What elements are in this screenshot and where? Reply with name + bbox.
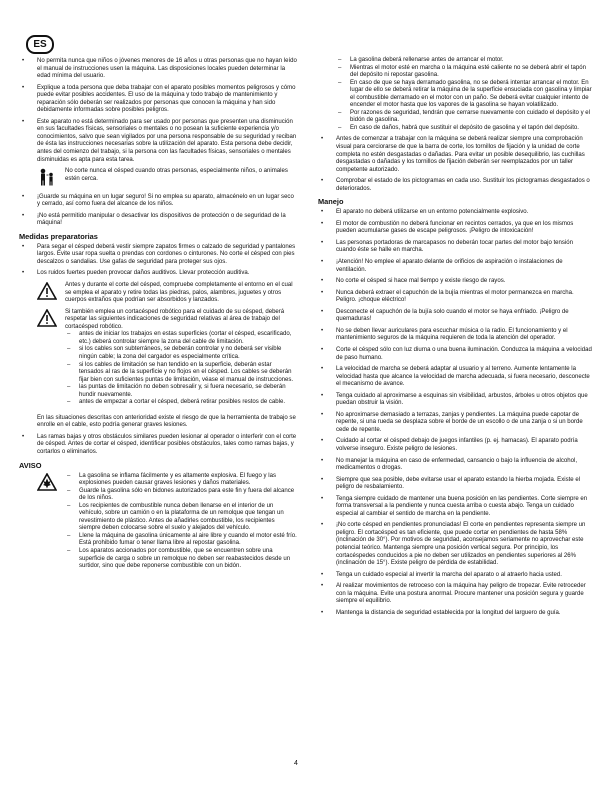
- bullet-low-branches: • Las ramas bajas y otros obstáculos similares pueden lesionar al operador o interferir con el corte de césped. Antes de cortar el césped, identificar posibles obstáculos, tales como ramas bajas, y cortarlos o eliminarlos.: [19, 434, 297, 457]
- heading-preparatory: Medidas preparatorias: [19, 231, 98, 241]
- bullet-explain-dangers: • Explique a toda persona que deba trabajar con el aparato posibles momentos peligrosos y cómo puede evitar posibles accidentes. El uso de la máquina y todo trabajo de mantenimiento y reparación sólo deberán ser realizados por personas que conocen la máquina y han sido debidamente informadas sobre posibles peligros.: [19, 85, 297, 115]
- aviso-dash-list: [65, 473, 297, 571]
- check-area-row: [37, 282, 297, 305]
- check-area-text: Antes y durante el corte del césped, compruebe completamente el entorno en el cual se emplea el aparato y retire todas las piedras, palos, alambres, juguetes y otros cuerpos extraños que podrían ser absorbidos y lanzados.: [65, 282, 293, 304]
- dash-item: – En caso de daños, habrá que sustituir el depósito de gasolina y el tapón del depósito.: [336, 125, 594, 133]
- right-column: [318, 57, 594, 621]
- fuel-warning-row: [37, 473, 297, 575]
- dash-item: – las puntas de limitación no deben sobresalir y, si fuera necesario, se deberán hundir nuevamente.: [65, 384, 297, 399]
- list-item: • La velocidad de marcha se deberá adaptar al usuario y al terreno. Aumente lentamente la velocidad hasta que alcance la velocidad de marcha adecuada, si fuera necesario, desconecte el mecanismo de avance.: [318, 366, 594, 389]
- list-item: • No corte el césped si hace mal tiempo y existe riesgo de rayos.: [318, 278, 594, 286]
- dash-item: – Llene la máquina de gasolina únicamente al aire libre y cuando el motor esté frío. Está prohibido fumar o tener llama libre al repostar gasolina.: [65, 533, 297, 548]
- bullet-reduced-capacity: • Este aparato no está determinado para ser usado por personas que presenten una disminución en sus facultades físicas, sensoriales o mentales o no posean la suficiente experiencia y/o conocimientos, salvo que sean vigilados por una persona responsable de su seguridad y reciban de ésta las instrucciones necesarias sobre la utilización del aparato. Esta persona debe decidir, antes del comienzo del trabajo, si la persona con las facultades físicas, sensoriales o mentales disminuidas es apta para esta tarea.: [19, 119, 297, 164]
- heading-manejo: Manejo: [318, 197, 344, 207]
- list-item: • Tenga un cuidado especial al invertir la marcha del aparato o al atraerlo hacia usted.: [318, 572, 594, 580]
- robot-note: En las situaciones descritas con anterioridad existe el riesgo de que la herramienta de trabajo se enrolle en el cable, esto podría generar graves lesiones.: [37, 414, 296, 429]
- dash-item: – Los recipientes de combustible nunca deben llenarse en el interior de un vehículo, sobre un camión o en la plataforma de un remolque que tengan un revestimiento de plástico. Antes de añadirles combustible, los recipientes siempre deben colocarse sobre el suelo y alejados del vehículo.: [65, 503, 297, 533]
- bullet-hearing: • Los ruidos fuertes pueden provocar daños auditivos. Llevar protección auditiva.: [19, 270, 297, 278]
- fire-explosion-icon: [37, 473, 59, 495]
- dash-item: – Los aparatos accionados por combustible, que se encuentren sobre una superficie de carga o sobre un remolque no deben ser reabastecidos desde un surtidor, sino que debe reponerse combustible con un bidón.: [65, 548, 297, 571]
- fuel-dash-list: [318, 57, 594, 132]
- dash-item: – La gasolina deberá rellenarse antes de arrancar el motor.: [336, 57, 594, 65]
- warning-triangle-icon: [37, 309, 59, 331]
- heading-aviso: AVISO: [19, 460, 42, 470]
- list-item: • Siempre que sea posible, debe evitarse usar el aparato estando la hierba mojada. Existe el peligro de resbalamiento.: [318, 477, 594, 492]
- people-warning-text: No corte nunca el césped cuando otras personas, especialmente niños, o animales estén cerca.: [65, 168, 288, 182]
- warning-triangle-icon: [37, 282, 59, 304]
- dash-item: – Guarde la gasolina sólo en bidones autorizados para este fin y fuera del alcance de los niños.: [65, 488, 297, 503]
- list-item: • Cuidado al cortar el césped debajo de juegos infantiles (p. ej. hamacas). El aparato podría volverse inseguro. Existe peligro de lesiones.: [318, 438, 594, 453]
- dash-item: – Por razones de seguridad, tendrán que cerrarse nuevamente con cuidado el depósito y el bidón de gasolina.: [336, 110, 594, 125]
- dash-item: – En caso de que se haya derramado gasolina, no se deberá intentar arrancar el motor. En lugar de ello se deberá retirar la máquina de la superficie ensuciada con gasolina y limpiar el combustible derramado en el motor con un paño. Se deberá evitar cualquier intento de encender el motor hasta que los vapores de la gasolina se hayan volatilizado.: [336, 80, 594, 110]
- bullet-min-age: • No permita nunca que niños o jóvenes menores de 16 años u otras personas que no hayan leído el manual de instrucciones usen la máquina. Las disposiciones locales pueden determinar la edad mínima del usuario.: [19, 58, 297, 81]
- bullet-no-tampering: • ¡No está permitido manipular o desactivar los dispositivos de protección o de seguridad de la máquina!: [19, 213, 297, 228]
- left-column: [19, 58, 297, 579]
- list-item: • ¡Atención! No emplee el aparato delante de orificios de aspiración o instalaciones de ventilación.: [318, 259, 594, 274]
- dash-item: – antes de iniciar los trabajos en estas superficies (cortar el césped, escarificado, etc.) deberá controlar siempre la zona del cable de limitación.: [65, 331, 297, 346]
- warning-people-row: [37, 168, 297, 190]
- list-item: • No aproximarse demasiado a terrazas, zanjas y pendientes. La máquina puede capotar de repente, si una rueda se desplaza sobre el borde de un escollo o de una zanja o si un borde cede de repente.: [318, 412, 594, 435]
- list-item: • Mantenga la distancia de seguridad establecida por la longitud del larguero de guía.: [318, 610, 594, 618]
- robot-mower-row: [37, 309, 297, 411]
- robot-mower-text: Si también emplea un cortacésped robótico para el cuidado de su césped, deberá respetar las siguientes indicaciones de seguridad relativas al área de trabajo del cortacésped robótico.: [65, 308, 285, 330]
- list-item: • Nunca deberá extraer el capuchón de la bujía mientras el motor permanezca en marcha. Peligro. ¡choque eléctrico!: [318, 290, 594, 305]
- list-item: • Tenga siempre cuidado de mantener una buena posición en las pendientes. Corte siempre en forma transversal a la pendiente y nunca cuesta arriba o cuesta abajo. Tenga un cuidado especial al cambiar el sentido de marcha en la pendiente.: [318, 496, 594, 519]
- bullet-visual-check: • Antes de comenzar a trabajar con la máquina se deberá realizar siempre una comprobación visual para cerciorarse de que la barra de corte, los tornillos de fijación y la unidad de corte completa no estén desgastadas o dañadas. Para evitar un posible desequilibrio, las cuchillas desgastadas o dañadas y los tornillos de fijación deberán ser reemplazados por un taller competente autorizado.: [318, 136, 594, 174]
- bullet-clothing: • Para segar el césped deberá vestir siempre zapatos firmes o calzado de seguridad y pantalones largos. Evite usar ropa suelta o prendas con cordones o cinturones. No corte el césped con pies descalzos o sandalias. Use gafas de seguridad para proteger sus ojos.: [19, 244, 297, 267]
- list-item: • ¡No corte césped en pendientes pronunciadas! El corte en pendientes representa siempre un peligro. El cortacésped es tan eficiente, que puede cortar en pendientes de hasta 58% (inclinación de 30°). Por motivos de seguridad, aconsejamos seriamente no aprovechar este potencial teórico. Mantenga siempre una posición vertical segura. Por principio, los cortacéspedes conducidos a pie no deben ser utilizados en pendientes superiores al 26% (inclinación de 15°). Existe peligro de pérdida de estabilidad.: [318, 522, 594, 567]
- page-number: 4: [294, 760, 298, 767]
- list-item: • No se deben llevar auriculares para escuchar música o la radio. El funcionamiento y el mantenimiento seguros de la máquina requieren de toda la atención del operador.: [318, 328, 594, 343]
- list-item: • Corte el césped sólo con luz diurna o una buena iluminación. Conduzca la máquina a velocidad de paso humano.: [318, 347, 594, 362]
- dash-item: – si los cables son subterráneos, se deberán controlar y no deberá ser visible ningún cable; la zona del cargador es especialmente crítica.: [65, 346, 297, 361]
- dash-item: – La gasolina se inflama fácilmente y es altamente explosiva. El fuego y las explosiones pueden causar graves lesiones y daños materiales.: [65, 473, 297, 488]
- bullet-pictograms: • Comprobar el estado de los pictogramas en cada uso. Sustituir los pictogramas desgastados o deteriorados.: [318, 178, 594, 193]
- dash-item: – si los cables de limitación se han tendido en la superficie, deberán estar tensados al ras de la superficie y no flojos en el césped. Los cables se deberán fijar bien con suficientes puntas de limitación, véase el manual de instrucciones.: [65, 362, 297, 385]
- bullet-store-safe: • ¡Guarde su máquina en un lugar seguro! Si no emplea su aparato, almacénelo en un lugar seco y cerrado, así como fuera del alcance de los niños.: [19, 194, 297, 209]
- dash-item: – antes de empezar a cortar el césped, deberá retirar posibles restos de cable.: [65, 399, 297, 407]
- language-badge: ES: [26, 35, 54, 54]
- list-item: • El motor de combustión no deberá funcionar en recintos cerrados, ya que en los mismos pueden acumularse gases de escape peligrosos. ¡Peligro de intoxicación!: [318, 221, 594, 236]
- list-item: • El aparato no deberá utilizarse en un entorno potencialmente explosivo.: [318, 209, 594, 217]
- dash-item: – Mientras el motor esté en marcha o la máquina esté caliente no se deberá abrir el tapón del depósito ni repostar gasolina.: [336, 65, 594, 80]
- list-item: • Desconecte el capuchón de la bujía solo cuando el motor se haya enfriado. ¡Peligro de quemaduras!: [318, 309, 594, 324]
- robot-dash-list: [65, 331, 297, 406]
- list-item: • Al realizar movimientos de retroceso con la máquina hay peligro de tropezar. Evite retroceder con la máquina. Evite una postura anormal. Procure mantener una posición segura y guarde siempre el equilibrio.: [318, 583, 594, 606]
- list-item: • No manejar la máquina en caso de enfermedad, cansancio o bajo la influencia de alcohol, medicamentos o drogas.: [318, 458, 594, 473]
- list-item: • Tenga cuidado al aproximarse a esquinas sin visibilidad, arbustos, árboles u otros objetos que puedan obstruir la visión.: [318, 393, 594, 408]
- keep-people-away-icon: [37, 168, 59, 190]
- list-item: • Las personas portadoras de marcapasos no deberán tocar partes del motor bajo tensión cuando éste se halle en marcha.: [318, 240, 594, 255]
